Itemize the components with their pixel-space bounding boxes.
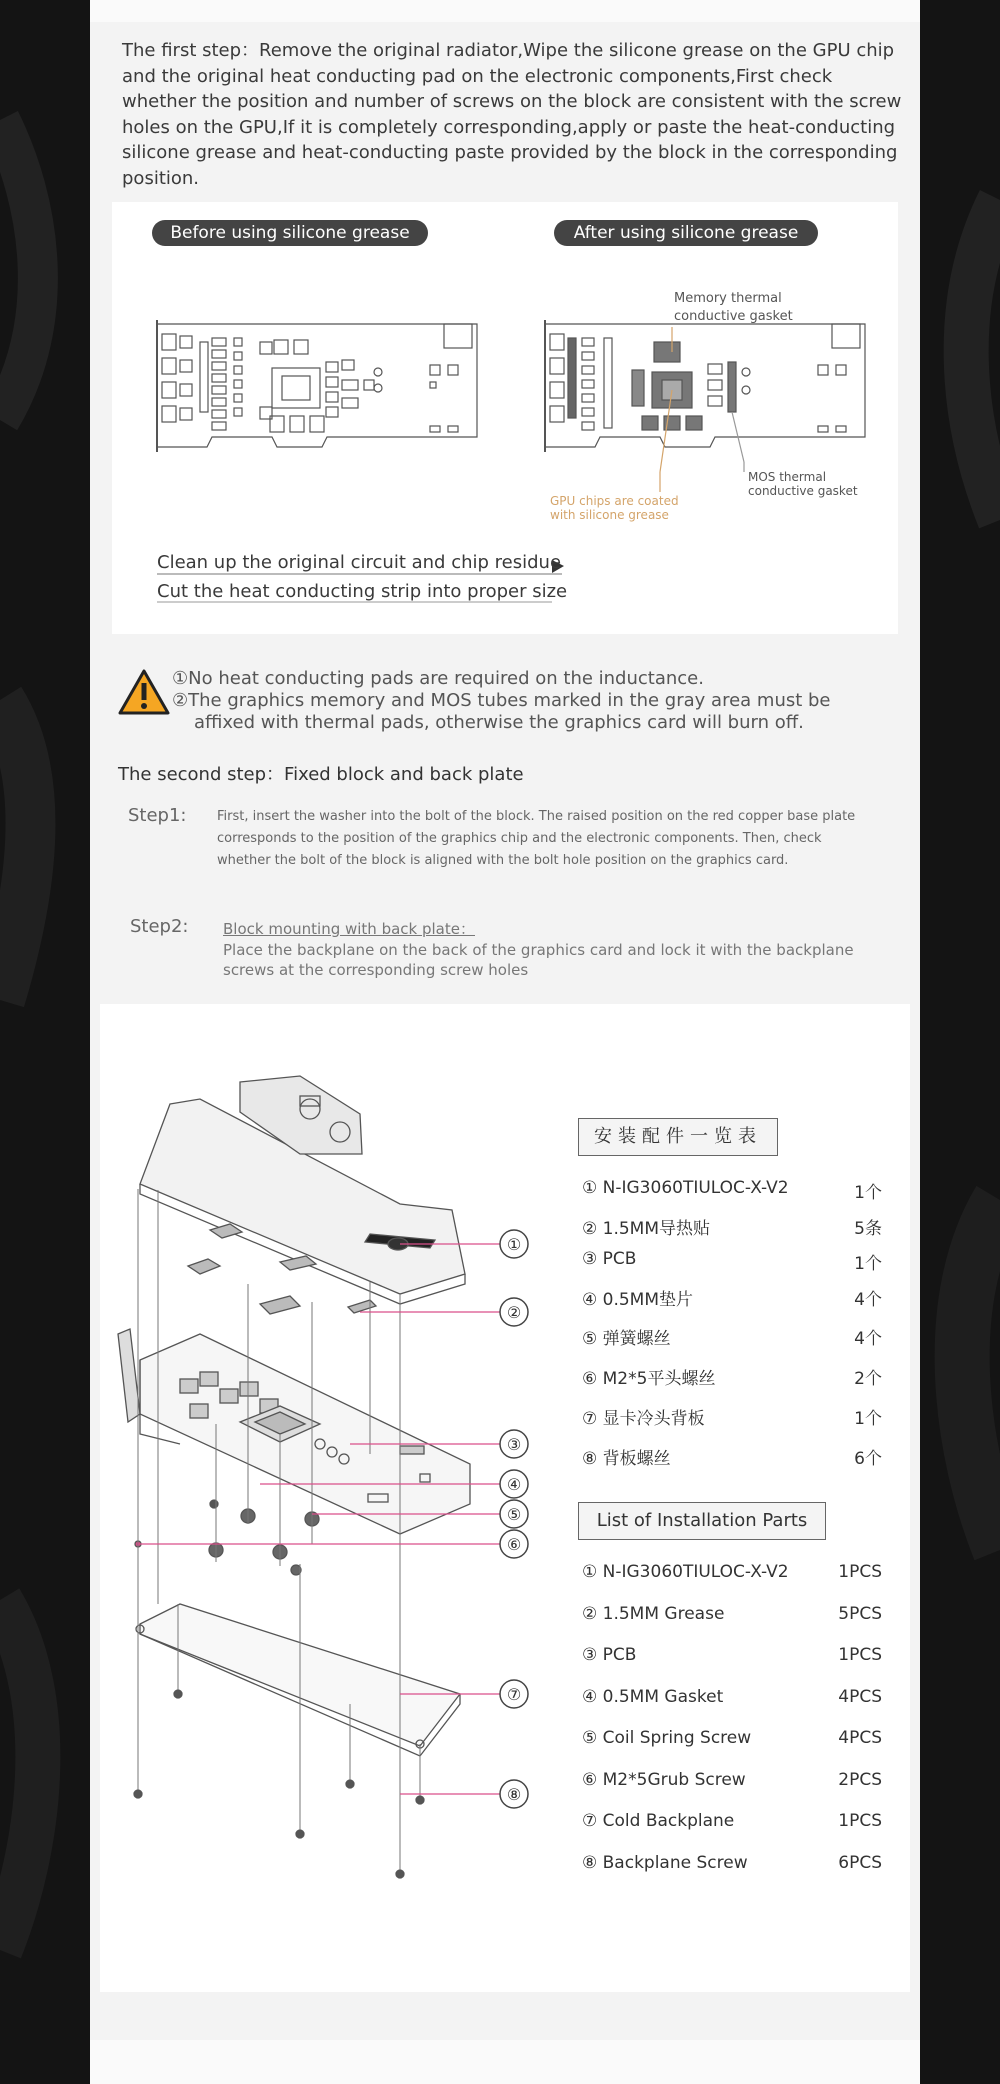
step1-text: First, insert the washer into the bolt of the block. The raised position on the red copper base plate corresponds to the position of the graphics chip and the electronic components. Then, check whether the bolt of the block is aligned with the bolt hole position on the graphics card. <box>217 809 856 868</box>
cn-part-row: ① N-IG3060TIULOC-X-V2 1个 <box>582 1178 882 1203</box>
callout-3: ③ <box>506 1435 522 1454</box>
exploded-view-diagram <box>100 1004 910 1992</box>
callout-6: ⑥ <box>506 1535 522 1554</box>
en-part-row: ⑥ M2*5Grub Screw 2PCS <box>582 1770 882 1790</box>
callout-8: ⑧ <box>506 1785 522 1804</box>
callout-7: ⑦ <box>506 1685 522 1704</box>
cn-part-row: ⑤ 弹簧螺丝 4个 <box>582 1329 882 1349</box>
warning-line-2: ②The graphics memory and MOS tubes marked in the gray area must be <box>172 690 831 711</box>
clean-up-text: Clean up the original circuit and chip residue <box>157 552 562 573</box>
mos-gasket-label-2: conductive gasket <box>748 484 858 498</box>
backplane <box>136 1604 460 1756</box>
step2-title: Block mounting with back plate： <box>223 920 475 938</box>
warning-line-1: ①No heat conducting pads are required on the inductance. <box>172 668 704 689</box>
cn-part-row: ⑧ 背板螺丝 6个 <box>582 1449 882 1469</box>
content-page <box>90 0 920 2084</box>
gpu-coated-label-2: with silicone grease <box>550 508 669 522</box>
water-block <box>140 1076 465 1304</box>
pcb-board <box>118 1329 470 1534</box>
en-part-row: ③ PCB 1PCS <box>582 1645 882 1665</box>
en-part-row: ⑦ Cold Backplane 1PCS <box>582 1811 882 1831</box>
callout-4: ④ <box>506 1475 522 1494</box>
cn-part-row: ③ PCB 1个 <box>582 1249 882 1274</box>
callout-1: ① <box>506 1235 522 1254</box>
cn-part-row: ⑥ M2*5平头螺丝 2个 <box>582 1369 882 1389</box>
en-part-row: ① N-IG3060TIULOC-X-V2 1PCS <box>582 1562 882 1582</box>
step2-text: Place the backplane on the back of the graphics card and lock it with the backplane screws at the corresponding screw holes <box>223 941 854 979</box>
en-part-row: ⑧ Backplane Screw 6PCS <box>582 1853 882 1873</box>
en-part-row: ④ 0.5MM Gasket 4PCS <box>582 1687 882 1707</box>
parts-card <box>100 1004 910 1992</box>
step1-label: Step1: <box>128 805 187 826</box>
before-label: Before using silicone grease <box>152 220 428 246</box>
memory-gasket-label-1: Memory thermal <box>674 291 782 306</box>
second-step-heading: The second step：Fixed block and back plate <box>118 764 524 785</box>
warning-line-3: affixed with thermal pads, otherwise the graphics card will burn off. <box>194 712 804 733</box>
parts-list-header-cn: 安装配件一览表 <box>578 1118 778 1156</box>
after-label: After using silicone grease <box>554 220 818 246</box>
warning-notes <box>172 668 892 734</box>
cn-part-row: ④ 0.5MM垫片 4个 <box>582 1290 882 1310</box>
callout-2: ② <box>506 1303 522 1322</box>
first-step-text: The first step：Remove the original radiator,Wipe the silicone grease on the GPU chip and the original heat conducting pad on the electronic components,First check whether the position and number of screws on the block are consistent with the screw holes on the GPU,If it is completely corresponding,apply or paste the heat-conducting silicone grease and heat-conducting paste provided by the block in the corresponding position. <box>122 40 902 189</box>
en-part-row: ② 1.5MM Grease 5PCS <box>582 1604 882 1624</box>
callout-5: ⑤ <box>506 1505 522 1524</box>
cn-part-row: ⑦ 显卡冷头背板 1个 <box>582 1409 882 1429</box>
grease-card <box>112 202 898 634</box>
cn-part-row: ② 1.5MM导热贴 5条 <box>582 1219 882 1239</box>
cut-strip-text: Cut the heat conducting strip into proper size <box>157 581 568 602</box>
gpu-coated-label-1: GPU chips are coated <box>550 494 679 508</box>
warning-icon <box>118 668 170 716</box>
bottom-band <box>90 2040 920 2084</box>
parts-list-header-en: List of Installation Parts <box>578 1502 826 1540</box>
en-part-row: ⑤ Coil Spring Screw 4PCS <box>582 1728 882 1748</box>
step2-label: Step2: <box>130 916 189 937</box>
pcb-after-diagram <box>545 320 865 492</box>
mos-gasket-label-1: MOS thermal <box>748 470 827 484</box>
pcb-before-diagram <box>157 320 477 452</box>
washers-springs <box>135 1500 319 1575</box>
top-band <box>90 0 920 22</box>
memory-gasket-label-2: conductive gasket <box>674 309 793 324</box>
